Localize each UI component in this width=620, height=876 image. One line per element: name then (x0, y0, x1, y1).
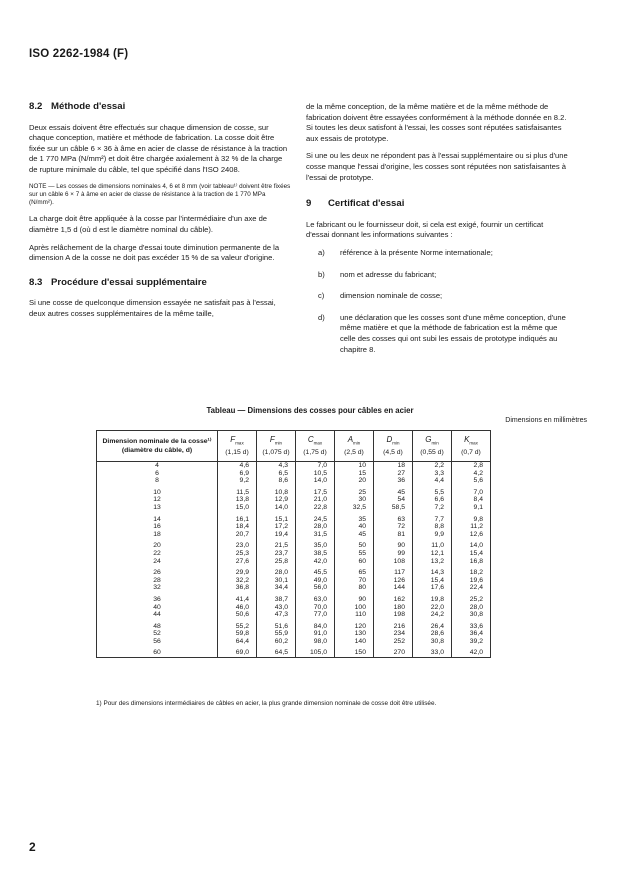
table-cell: 14,0 (257, 504, 296, 512)
table-cell: 45 (374, 485, 413, 497)
table-cell: 69,0 (218, 645, 257, 657)
table-cell: 162 (374, 592, 413, 604)
table-cell: 6 (97, 470, 218, 478)
table-row (97, 592, 491, 604)
table-cell: 22,0 (413, 604, 452, 612)
list-item-label: a) (318, 247, 325, 257)
table-cell: 90 (335, 592, 374, 604)
header-f-min (257, 431, 296, 462)
table-cell: 25,2 (452, 592, 491, 604)
table-cell: 70 (335, 577, 374, 585)
table-cell: 4,2 (452, 470, 491, 478)
table-cell: 55,9 (257, 630, 296, 638)
table-cell: 180 (374, 604, 413, 612)
table-cell: 100 (335, 604, 374, 612)
section-number: 9 (306, 198, 312, 210)
subscript: max (313, 440, 323, 446)
table-cell: 55,2 (218, 619, 257, 631)
expression: (4,5 d) (383, 448, 403, 456)
table-cell: 19,8 (413, 592, 452, 604)
table-cell: 27,6 (218, 558, 257, 566)
table-cell: 252 (374, 638, 413, 646)
table-cell: 33,0 (413, 645, 452, 657)
table-cell: 5,6 (452, 477, 491, 485)
table-cell: 14,3 (413, 565, 452, 577)
table-cell: 48 (97, 619, 218, 631)
table-cell: 32 (97, 584, 218, 592)
table-cell: 47,3 (257, 611, 296, 619)
table-cell: 18,2 (452, 565, 491, 577)
expression: (1,75 d) (303, 448, 327, 456)
section-title: Certificat d'essai (328, 198, 405, 210)
table-cell: 44 (97, 611, 218, 619)
header-c-max (296, 431, 335, 462)
table-cell: 117 (374, 565, 413, 577)
table-row (97, 558, 491, 566)
table-body (97, 462, 491, 658)
table-row (97, 504, 491, 512)
table-cell: 24,5 (296, 512, 335, 524)
table-cell: 9,9 (413, 531, 452, 539)
table-cell: 58,5 (374, 504, 413, 512)
table-cell: 110 (335, 611, 374, 619)
table-row (97, 538, 491, 550)
table-cell: 17,5 (296, 485, 335, 497)
table-cell: 81 (374, 531, 413, 539)
table-cell: 40 (335, 523, 374, 531)
table-cell: 65 (335, 565, 374, 577)
table-cell: 28,0 (257, 565, 296, 577)
subscript: min (274, 440, 283, 446)
symbol: G (425, 435, 432, 445)
table-cell: 234 (374, 630, 413, 638)
table-cell: 15,4 (452, 550, 491, 558)
document-header: ISO 2262-1984 (F) (29, 48, 129, 60)
expression: (0,55 d) (420, 448, 444, 456)
header-d-min (374, 431, 413, 462)
list-item-text: dimension nominale de cosse; (340, 291, 443, 301)
table-cell: 13 (97, 504, 218, 512)
paragraph: Deux essais doivent être effectués sur chaque dimension de cosse, sur chaque conception, matière et méthode de fabrication. La cosse doit être fixée sur un câble 6 × 36 à âme en acier de classe de résistance à la traction de 1 770 MPa (N/mm²) et doit être chargée axialement à 32 % de la charge de rupture minimale du câble, tel que spécifié dans l'ISO 2408. (29, 122, 288, 174)
table-row (97, 645, 491, 657)
table-cell: 8 (97, 477, 218, 485)
expression: (1,15 d) (225, 448, 249, 456)
table-cell: 23,7 (257, 550, 296, 558)
table-cell: 20 (335, 477, 374, 485)
table-cell: 6,9 (218, 470, 257, 478)
table-cell: 16,1 (218, 512, 257, 524)
left-column (29, 102, 291, 327)
table-row (97, 630, 491, 638)
table-cell: 77,0 (296, 611, 335, 619)
table-cell: 25,8 (257, 558, 296, 566)
table-cell: 24 (97, 558, 218, 566)
table-cell: 45,5 (296, 565, 335, 577)
header-g-min (413, 431, 452, 462)
table-cell: 25 (335, 485, 374, 497)
table-cell: 45 (335, 531, 374, 539)
table-cell: 20 (97, 538, 218, 550)
paragraph: Si une cosse de quelconque dimension essayée ne satisfait pas à l'essai, deux autres cosses supplémentaires de la même taille, (29, 298, 276, 319)
subscript: min (431, 440, 439, 446)
table-cell: 7,0 (296, 462, 335, 470)
list-item-text: une déclaration que les cosses sont d'une même conception, d'une même matière et que la méthode de fabrication est la même que celle des cosses qui ont subi les essais de prototype indiqués au chapitre 8. (340, 312, 566, 354)
table-cell: 12,6 (452, 531, 491, 539)
table-cell: 6,5 (257, 470, 296, 478)
section-heading-8-3 (29, 278, 291, 289)
table-cell: 105,0 (296, 645, 335, 657)
table-row (97, 470, 491, 478)
list-item-text: référence à la présente Norme internationale; (340, 247, 493, 257)
list-item-label: c) (318, 291, 325, 301)
section-number: 8.2 (29, 101, 43, 112)
paragraph: de la même conception, de la même matière et de la même méthode de fabrication doivent être essayées conformément à la méthode donnée en 8.2. Si toutes les deux satisfont à l'essai, les cosses sont réputées satisfaisantes aux essais de prototype. (306, 102, 567, 143)
table-cell: 2,8 (452, 462, 491, 470)
table-cell: 29,9 (218, 565, 257, 577)
section-heading-8-2 (29, 102, 291, 113)
table-cell: 23,0 (218, 538, 257, 550)
table-cell: 64,5 (257, 645, 296, 657)
table-cell: 11,2 (452, 523, 491, 531)
table-cell: 22,4 (452, 584, 491, 592)
table-cell: 150 (335, 645, 374, 657)
table-cell: 26 (97, 565, 218, 577)
table-cell: 28 (97, 577, 218, 585)
table-cell: 30,1 (257, 577, 296, 585)
table-cell: 31,5 (296, 531, 335, 539)
table-row (97, 584, 491, 592)
table-cell: 18 (374, 462, 413, 470)
symbol: C (307, 435, 314, 445)
table-cell: 198 (374, 611, 413, 619)
table-cell: 30,8 (452, 611, 491, 619)
table-row (97, 577, 491, 585)
table-cell: 4,6 (218, 462, 257, 470)
table-cell: 41,4 (218, 592, 257, 604)
section-title: Procédure d'essai supplémentaire (51, 276, 207, 288)
table-cell: 108 (374, 558, 413, 566)
table-cell: 42,0 (452, 645, 491, 657)
table-cell: 19,6 (452, 577, 491, 585)
table-cell: 38,5 (296, 550, 335, 558)
table-cell: 32,2 (218, 577, 257, 585)
table-cell: 60,2 (257, 638, 296, 646)
section-heading-9 (306, 199, 568, 210)
table-cell: 15,4 (413, 577, 452, 585)
table-cell: 60 (335, 558, 374, 566)
table-cell: 6,6 (413, 496, 452, 504)
right-column (306, 102, 568, 366)
table-cell: 10,8 (257, 485, 296, 497)
table-cell: 91,0 (296, 630, 335, 638)
table-row (97, 523, 491, 531)
table-row (97, 604, 491, 612)
table-cell: 35 (335, 512, 374, 524)
table-cell: 4,4 (413, 477, 452, 485)
table-cell: 56,0 (296, 584, 335, 592)
table-cell: 25,3 (218, 550, 257, 558)
table-cell: 27 (374, 470, 413, 478)
table-cell: 34,4 (257, 584, 296, 592)
table-cell: 126 (374, 577, 413, 585)
symbol: F (269, 435, 275, 445)
subscript: max (469, 440, 478, 446)
dimensions-table (96, 430, 491, 658)
table-row (97, 611, 491, 619)
table-cell: 18 (97, 531, 218, 539)
list-item (306, 313, 568, 355)
table-cell: 84,0 (296, 619, 335, 631)
table-cell: 15,0 (218, 504, 257, 512)
table-cell: 60 (97, 645, 218, 657)
table-cell: 50 (335, 538, 374, 550)
table-cell: 72 (374, 523, 413, 531)
table-cell: 144 (374, 584, 413, 592)
table-cell: 22,8 (296, 504, 335, 512)
table-cell: 15 (335, 470, 374, 478)
table-cell: 11,5 (218, 485, 257, 497)
table-cell: 5,5 (413, 485, 452, 497)
table-cell: 99 (374, 550, 413, 558)
table-row (97, 565, 491, 577)
table-row (97, 477, 491, 485)
table-cell: 36,4 (452, 630, 491, 638)
expression: (0,7 d) (461, 448, 481, 456)
table-cell: 10 (97, 485, 218, 497)
table-cell: 30,8 (413, 638, 452, 646)
table-cell: 19,4 (257, 531, 296, 539)
table-cell: 50,6 (218, 611, 257, 619)
table-cell: 120 (335, 619, 374, 631)
table-cell: 33,6 (452, 619, 491, 631)
table-cell: 140 (335, 638, 374, 646)
table-cell: 46,0 (218, 604, 257, 612)
table-cell: 12,9 (257, 496, 296, 504)
table-cell: 9,2 (218, 477, 257, 485)
subscript: min (392, 440, 400, 446)
table-cell: 11,0 (413, 538, 452, 550)
table-row (97, 619, 491, 631)
note: NOTE — Les cosses de dimensions nominales 4, 6 et 8 mm (voir tableau¹⁾ doivent être fixées sur un câble 6 × 7 à âme en acier de classe de résistance à la traction de 1 770 MPa (N/mm²). (29, 182, 291, 207)
table-cell: 13,2 (413, 558, 452, 566)
symbol: D (386, 435, 393, 445)
table-cell: 54 (374, 496, 413, 504)
table-cell: 70,0 (296, 604, 335, 612)
table-row (97, 531, 491, 539)
table-cell: 36,8 (218, 584, 257, 592)
header-f-max (218, 431, 257, 462)
table-cell: 80 (335, 584, 374, 592)
table-cell: 26,4 (413, 619, 452, 631)
table-cell: 7,2 (413, 504, 452, 512)
table-cell: 39,2 (452, 638, 491, 646)
expression: (1,075 d) (262, 448, 290, 456)
table-cell: 4,3 (257, 462, 296, 470)
list-item (306, 270, 568, 281)
header-nominal-dimension: Dimension nominale de la cosse¹⁾ (diamètre du câble, d) (97, 431, 218, 462)
table-cell: 16 (97, 523, 218, 531)
table-cell: 24,2 (413, 611, 452, 619)
table-cell: 21,5 (257, 538, 296, 550)
table-cell: 2,2 (413, 462, 452, 470)
table-row (97, 462, 491, 470)
list-item (306, 248, 568, 259)
table-footnote: 1) Pour des dimensions intermédiaires de câbles en acier, la plus grande dimension nominale de cosse doit être utilisée. (96, 700, 437, 707)
symbol: K (464, 435, 470, 445)
table-cell: 216 (374, 619, 413, 631)
paragraph: Après relâchement de la charge d'essai toute diminution permanente de la dimension A de la cosse ne doit pas excéder 15 % de sa valeur d'origine. (29, 242, 280, 263)
table-caption: Tableau — Dimensions des cosses pour câbles en acier (206, 406, 414, 415)
symbol: A (347, 435, 354, 445)
table-cell: 14,0 (452, 538, 491, 550)
section-number: 8.3 (29, 276, 43, 288)
table-cell: 7,0 (452, 485, 491, 497)
table-cell: 35,0 (296, 538, 335, 550)
table-row (97, 485, 491, 497)
paragraph: Si une ou les deux ne répondent pas à l'essai supplémentaire ou si plus d'une cosse manque l'essai d'origine, les cosses sont réputées non satisfaisantes à l'essai de prototype. (306, 151, 568, 182)
table-cell: 10 (335, 462, 374, 470)
table-cell: 4 (97, 462, 218, 470)
section-title: Méthode d'essai (51, 101, 126, 112)
table-cell: 32,5 (335, 504, 374, 512)
expression: (2,5 d) (344, 448, 364, 456)
table-cell: 17,2 (257, 523, 296, 531)
table-cell: 130 (335, 630, 374, 638)
table-cell: 43,0 (257, 604, 296, 612)
table-cell: 52 (97, 630, 218, 638)
table-cell: 20,7 (218, 531, 257, 539)
table-cell: 63 (374, 512, 413, 524)
paragraph: La charge doit être appliquée à la cosse par l'intermédiaire d'un axe de diamètre 1,5 d (où d est le diamètre nominal du câble). (29, 214, 268, 235)
table-cell: 30 (335, 496, 374, 504)
list-item-text: nom et adresse du fabricant; (340, 269, 437, 279)
table-cell: 28,6 (413, 630, 452, 638)
table-cell: 8,6 (257, 477, 296, 485)
table-cell: 38,7 (257, 592, 296, 604)
table-cell: 42,0 (296, 558, 335, 566)
table-cell: 59,8 (218, 630, 257, 638)
table-row (97, 550, 491, 558)
table-cell: 14,0 (296, 477, 335, 485)
table-cell: 64,4 (218, 638, 257, 646)
table-cell: 90 (374, 538, 413, 550)
table-cell: 28,0 (296, 523, 335, 531)
table-cell: 40 (97, 604, 218, 612)
table-cell: 36 (374, 477, 413, 485)
table-cell: 56 (97, 638, 218, 646)
header-a-min (335, 431, 374, 462)
table-row (97, 496, 491, 504)
table-cell: 14 (97, 512, 218, 524)
table-cell: 7,7 (413, 512, 452, 524)
symbol: F (230, 435, 236, 445)
table-cell: 17,6 (413, 584, 452, 592)
list-item (306, 291, 568, 302)
table-cell: 12,1 (413, 550, 452, 558)
table-cell: 8,4 (452, 496, 491, 504)
table-header-row (97, 431, 491, 462)
table-cell: 3,3 (413, 470, 452, 478)
table-cell: 21,0 (296, 496, 335, 504)
table-cell: 9,1 (452, 504, 491, 512)
table-cell: 10,5 (296, 470, 335, 478)
table-cell: 36 (97, 592, 218, 604)
paragraph: Le fabricant ou le fournisseur doit, si cela est exigé, fournir un certificat d'essai donnant les informations suivantes : (306, 219, 544, 240)
table-cell: 15,1 (257, 512, 296, 524)
table-cell: 55 (335, 550, 374, 558)
table-cell: 9,8 (452, 512, 491, 524)
list-item-label: d) (318, 312, 325, 322)
table-cell: 13,8 (218, 496, 257, 504)
table-cell: 8,8 (413, 523, 452, 531)
table-row (97, 512, 491, 524)
list-item-label: b) (318, 269, 325, 279)
table-cell: 12 (97, 496, 218, 504)
page-number: 2 (29, 840, 36, 854)
table-unit: Dimensions en millimètres (505, 417, 587, 424)
table-cell: 22 (97, 550, 218, 558)
table-cell: 28,0 (452, 604, 491, 612)
table-row (97, 638, 491, 646)
subscript: max (235, 440, 244, 446)
table-cell: 63,0 (296, 592, 335, 604)
header-k-max (452, 431, 491, 462)
table-cell: 49,0 (296, 577, 335, 585)
table-cell: 16,8 (452, 558, 491, 566)
table-cell: 18,4 (218, 523, 257, 531)
table-cell: 270 (374, 645, 413, 657)
table-cell: 51,6 (257, 619, 296, 631)
subscript: min (353, 440, 361, 446)
table-cell: 98,0 (296, 638, 335, 646)
